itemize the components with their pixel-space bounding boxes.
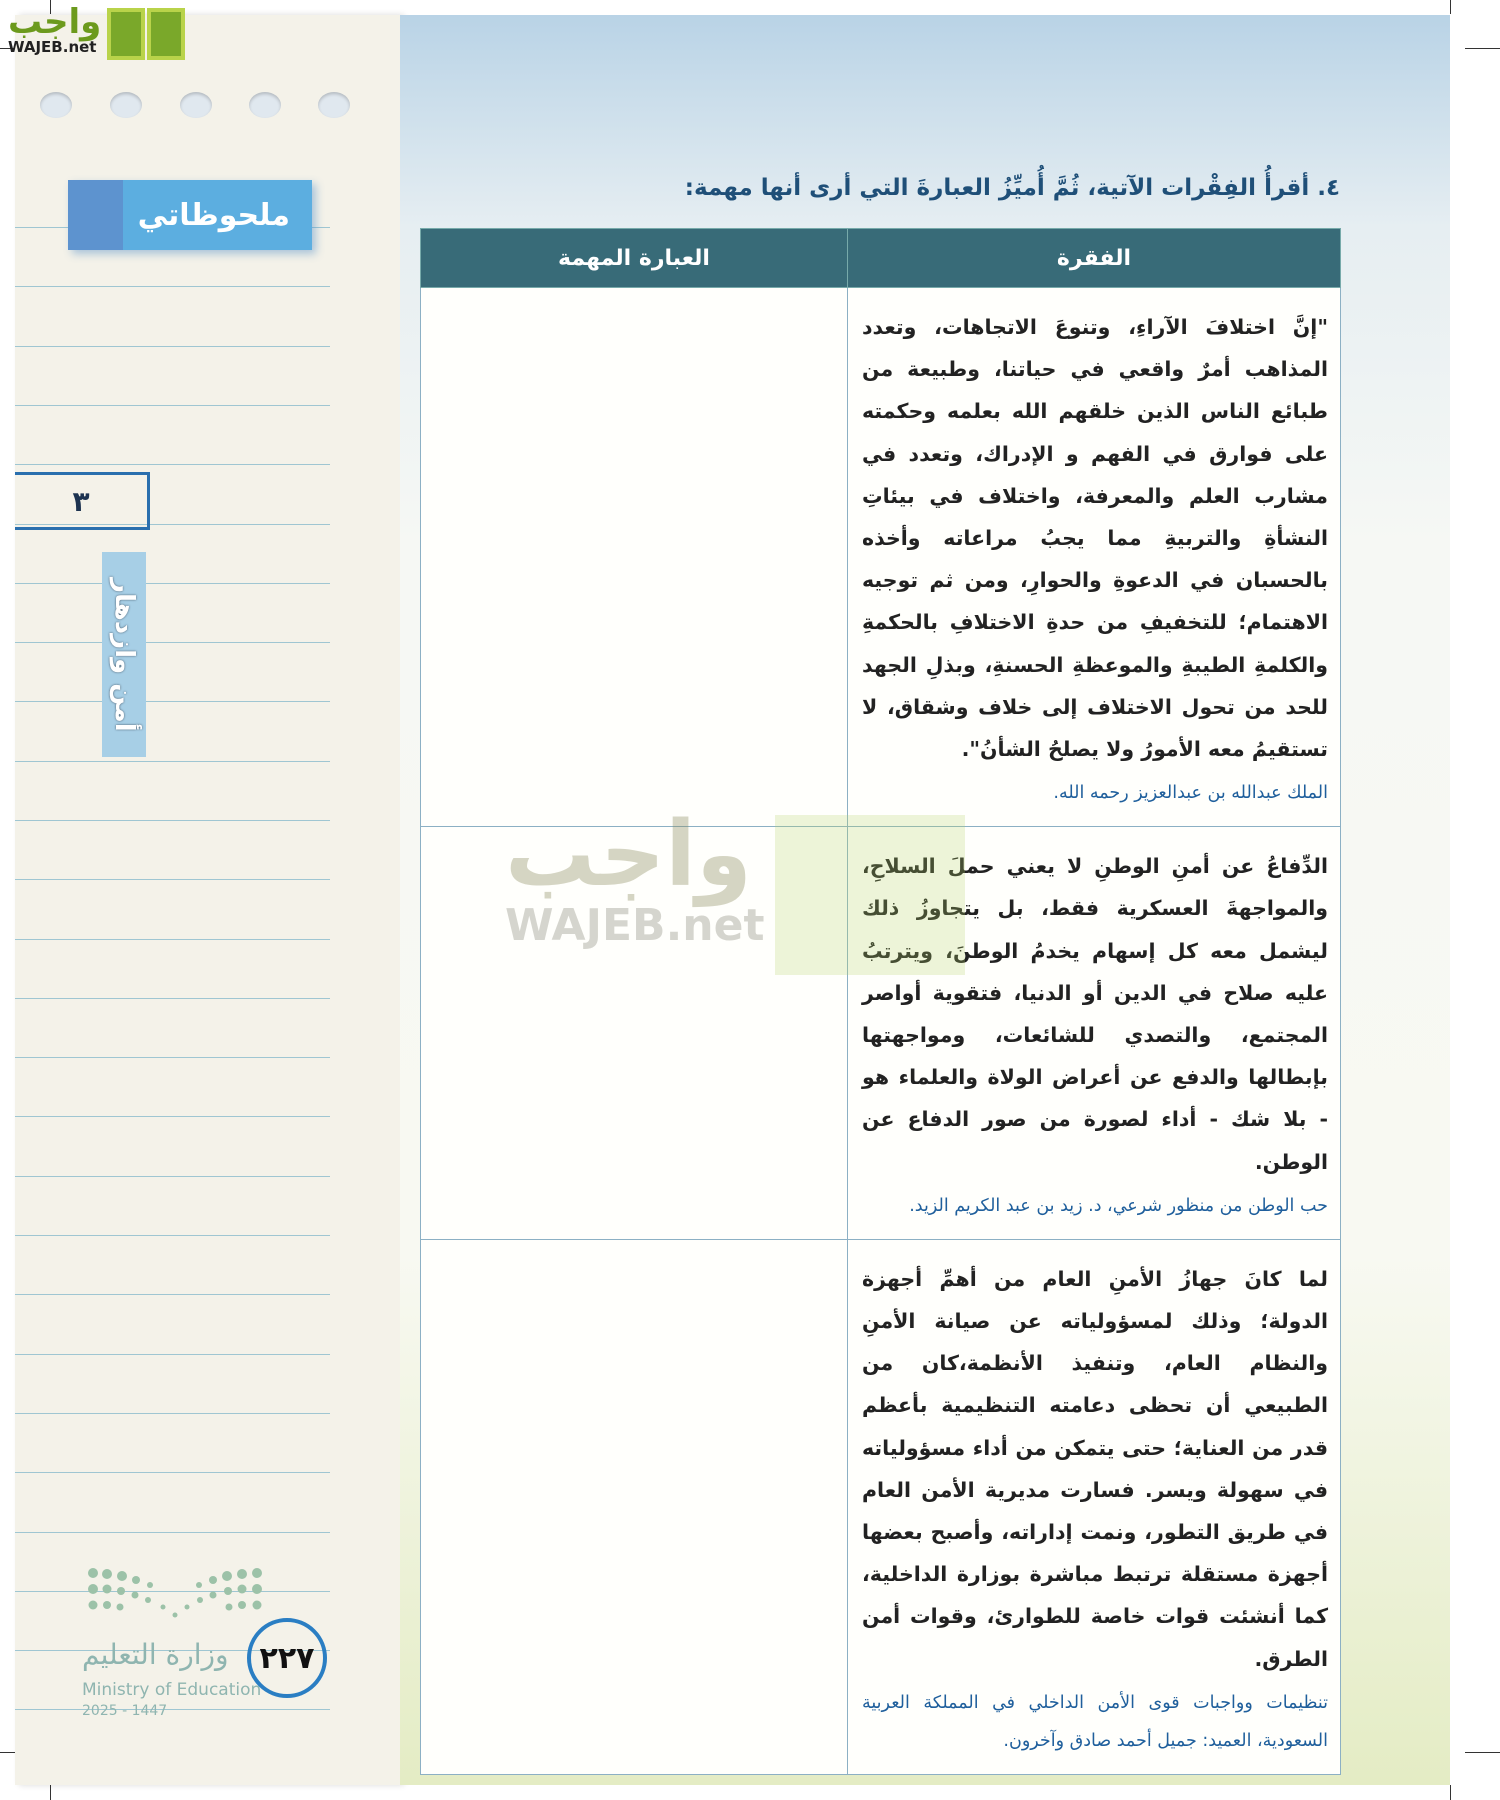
paragraph-source: حب الوطن من منظور شرعي، د. زيد بن عبد الكريم الزيد. <box>909 1195 1328 1216</box>
answer-cell[interactable] <box>421 288 848 827</box>
notes-tab <box>68 180 312 250</box>
notebook-line <box>15 761 330 762</box>
logo-arabic: واجب <box>8 2 102 42</box>
exercise-title: ٤. أقرأُ الفِقْرات الآتية، ثُمَّ أُميِّزُ العبارةَ التي أرى أنها مهمة: <box>684 175 1340 201</box>
table-row <box>421 827 1341 1240</box>
table-row <box>421 1239 1341 1774</box>
binder-hole-icon <box>318 92 350 118</box>
exercise-table <box>420 228 1341 1775</box>
notebook-line <box>15 642 330 643</box>
notebook-line <box>15 583 330 584</box>
header-important-phrase: العبارة المهمة <box>421 229 848 288</box>
notebook-line <box>15 1235 330 1236</box>
paragraph-source: الملك عبدالله بن عبدالعزيز رحمه الله. <box>1053 783 1328 804</box>
notebook-line <box>15 1116 330 1117</box>
ministry-name-ar: وزارة التعليم <box>82 1638 229 1671</box>
paragraph-text: الدِّفاعُ عن أمنِ الوطنِ لا يعني حملَ السلاحِ، والمواجهةَ العسكرية فقط، بل يتجاوزُ ذلك ليشمل معه كل إسهام يخدمُ الوطنَ، ويترتبُ عليه صلاح في الدين أو الدنيا، فتقوية أواصر المجتمع، والتصدي للشائعات، ومواجهتها بإبطالها والدفع عن أعراض الولاة والعلماء هو - بلا شك - أداء لصورة من صور الدفاع عن الوطن. <box>862 854 1328 1174</box>
notebook-line <box>15 1413 330 1414</box>
table-row <box>421 288 1341 827</box>
notebook-line <box>15 1532 330 1533</box>
wajeb-logo[interactable] <box>8 4 187 64</box>
chapter-number: ٣ <box>15 472 150 530</box>
notebook-line <box>15 998 330 999</box>
binder-hole-icon <box>249 92 281 118</box>
notebook-line <box>15 286 330 287</box>
notebook-line <box>15 464 330 465</box>
notebook-line <box>15 939 330 940</box>
answer-cell[interactable] <box>421 1239 848 1774</box>
binder-hole-icon <box>110 92 142 118</box>
notes-sidebar <box>15 15 400 1785</box>
paragraph-text: "إنَّ اختلافَ الآراءِ، وتنوعَ الاتجاهات، وتعدد المذاهب أمرٌ واقعي في حياتنا، وطبيعة من طبائع الناس الذين خلقهم الله بعلمه وحكمته على فوارق في الفهم و الإدراك، وتعدد في مشارب العلم والمعرفة، واختلاف في بيئاتِ النشأةِ والتربيةِ مما يجبُ مراعاته وأخذه بالحسبان في الدعوةِ والحوارِ، ومن ثم توجيه الاهتمام؛ للتخفيفِ من حدةِ الاختلافِ بالحكمةِ والكلمةِ الطيبةِ والموعظةِ الحسنةِ، وبذلِ الجهد للحد من تحول الاختلاف إلى خلاف وشقاق، لا تستقيمُ معه الأمورُ ولا يصلحُ الشأنُ". <box>862 315 1328 762</box>
notebook-line <box>15 820 330 821</box>
book-icon <box>107 4 187 64</box>
ministry-name-en: Ministry of Education <box>82 1680 262 1700</box>
notebook-line <box>15 1057 330 1058</box>
year: 2025 - 1447 <box>82 1703 168 1719</box>
notebook-line <box>15 405 330 406</box>
notebook-line <box>15 701 330 702</box>
notebook-line <box>15 1709 330 1710</box>
page-number: ٢٢٧ <box>247 1618 327 1698</box>
watermark-arabic: واجب <box>505 802 752 907</box>
answer-cell[interactable] <box>421 827 848 1240</box>
binder-hole-icon <box>180 92 212 118</box>
watermark-latin: WAJEB.net <box>505 900 765 951</box>
header-paragraph: الفقرة <box>848 229 1341 288</box>
logo-latin: WAJEB.net <box>8 38 97 56</box>
notebook-line <box>15 1176 330 1177</box>
notes-label: ملحوظاتي <box>137 197 290 233</box>
notebook-line <box>15 879 330 880</box>
paragraph-source: تنظيمات وواجبات قوى الأمن الداخلي في المملكة العربية السعودية، العميد: جميل أحمد صادق وآخرون. <box>862 1692 1328 1751</box>
notebook-line <box>15 1294 330 1295</box>
unit-label: أمن وازدهار <box>102 552 146 757</box>
ministry-logo-icon <box>85 1565 265 1625</box>
notebook-line <box>15 1354 330 1355</box>
notebook-line <box>15 346 330 347</box>
paragraph-text: لما كانَ جهازُ الأمنِ العام من أهمِّ أجهزة الدولة؛ وذلك لمسؤولياته عن صيانة الأمنِ والنظام العام، وتنفيذ الأنظمة،كان من الطبيعي أن تحظى دعامته التنظيمية بأعظم قدر من العناية؛ حتى يتمكن من أداء مسؤولياته في سهولة ويسر. فسارت مديرية الأمن العام في طريق التطور، ونمت إداراته، وأصبح بعضها أجهزة مستقلة ترتبط مباشرة بوزارة الداخلية، كما أنشئت قوات خاصة للطوارئ، وقوات أمن الطرق. <box>862 1266 1328 1671</box>
notebook-line <box>15 1472 330 1473</box>
binder-hole-icon <box>40 92 72 118</box>
